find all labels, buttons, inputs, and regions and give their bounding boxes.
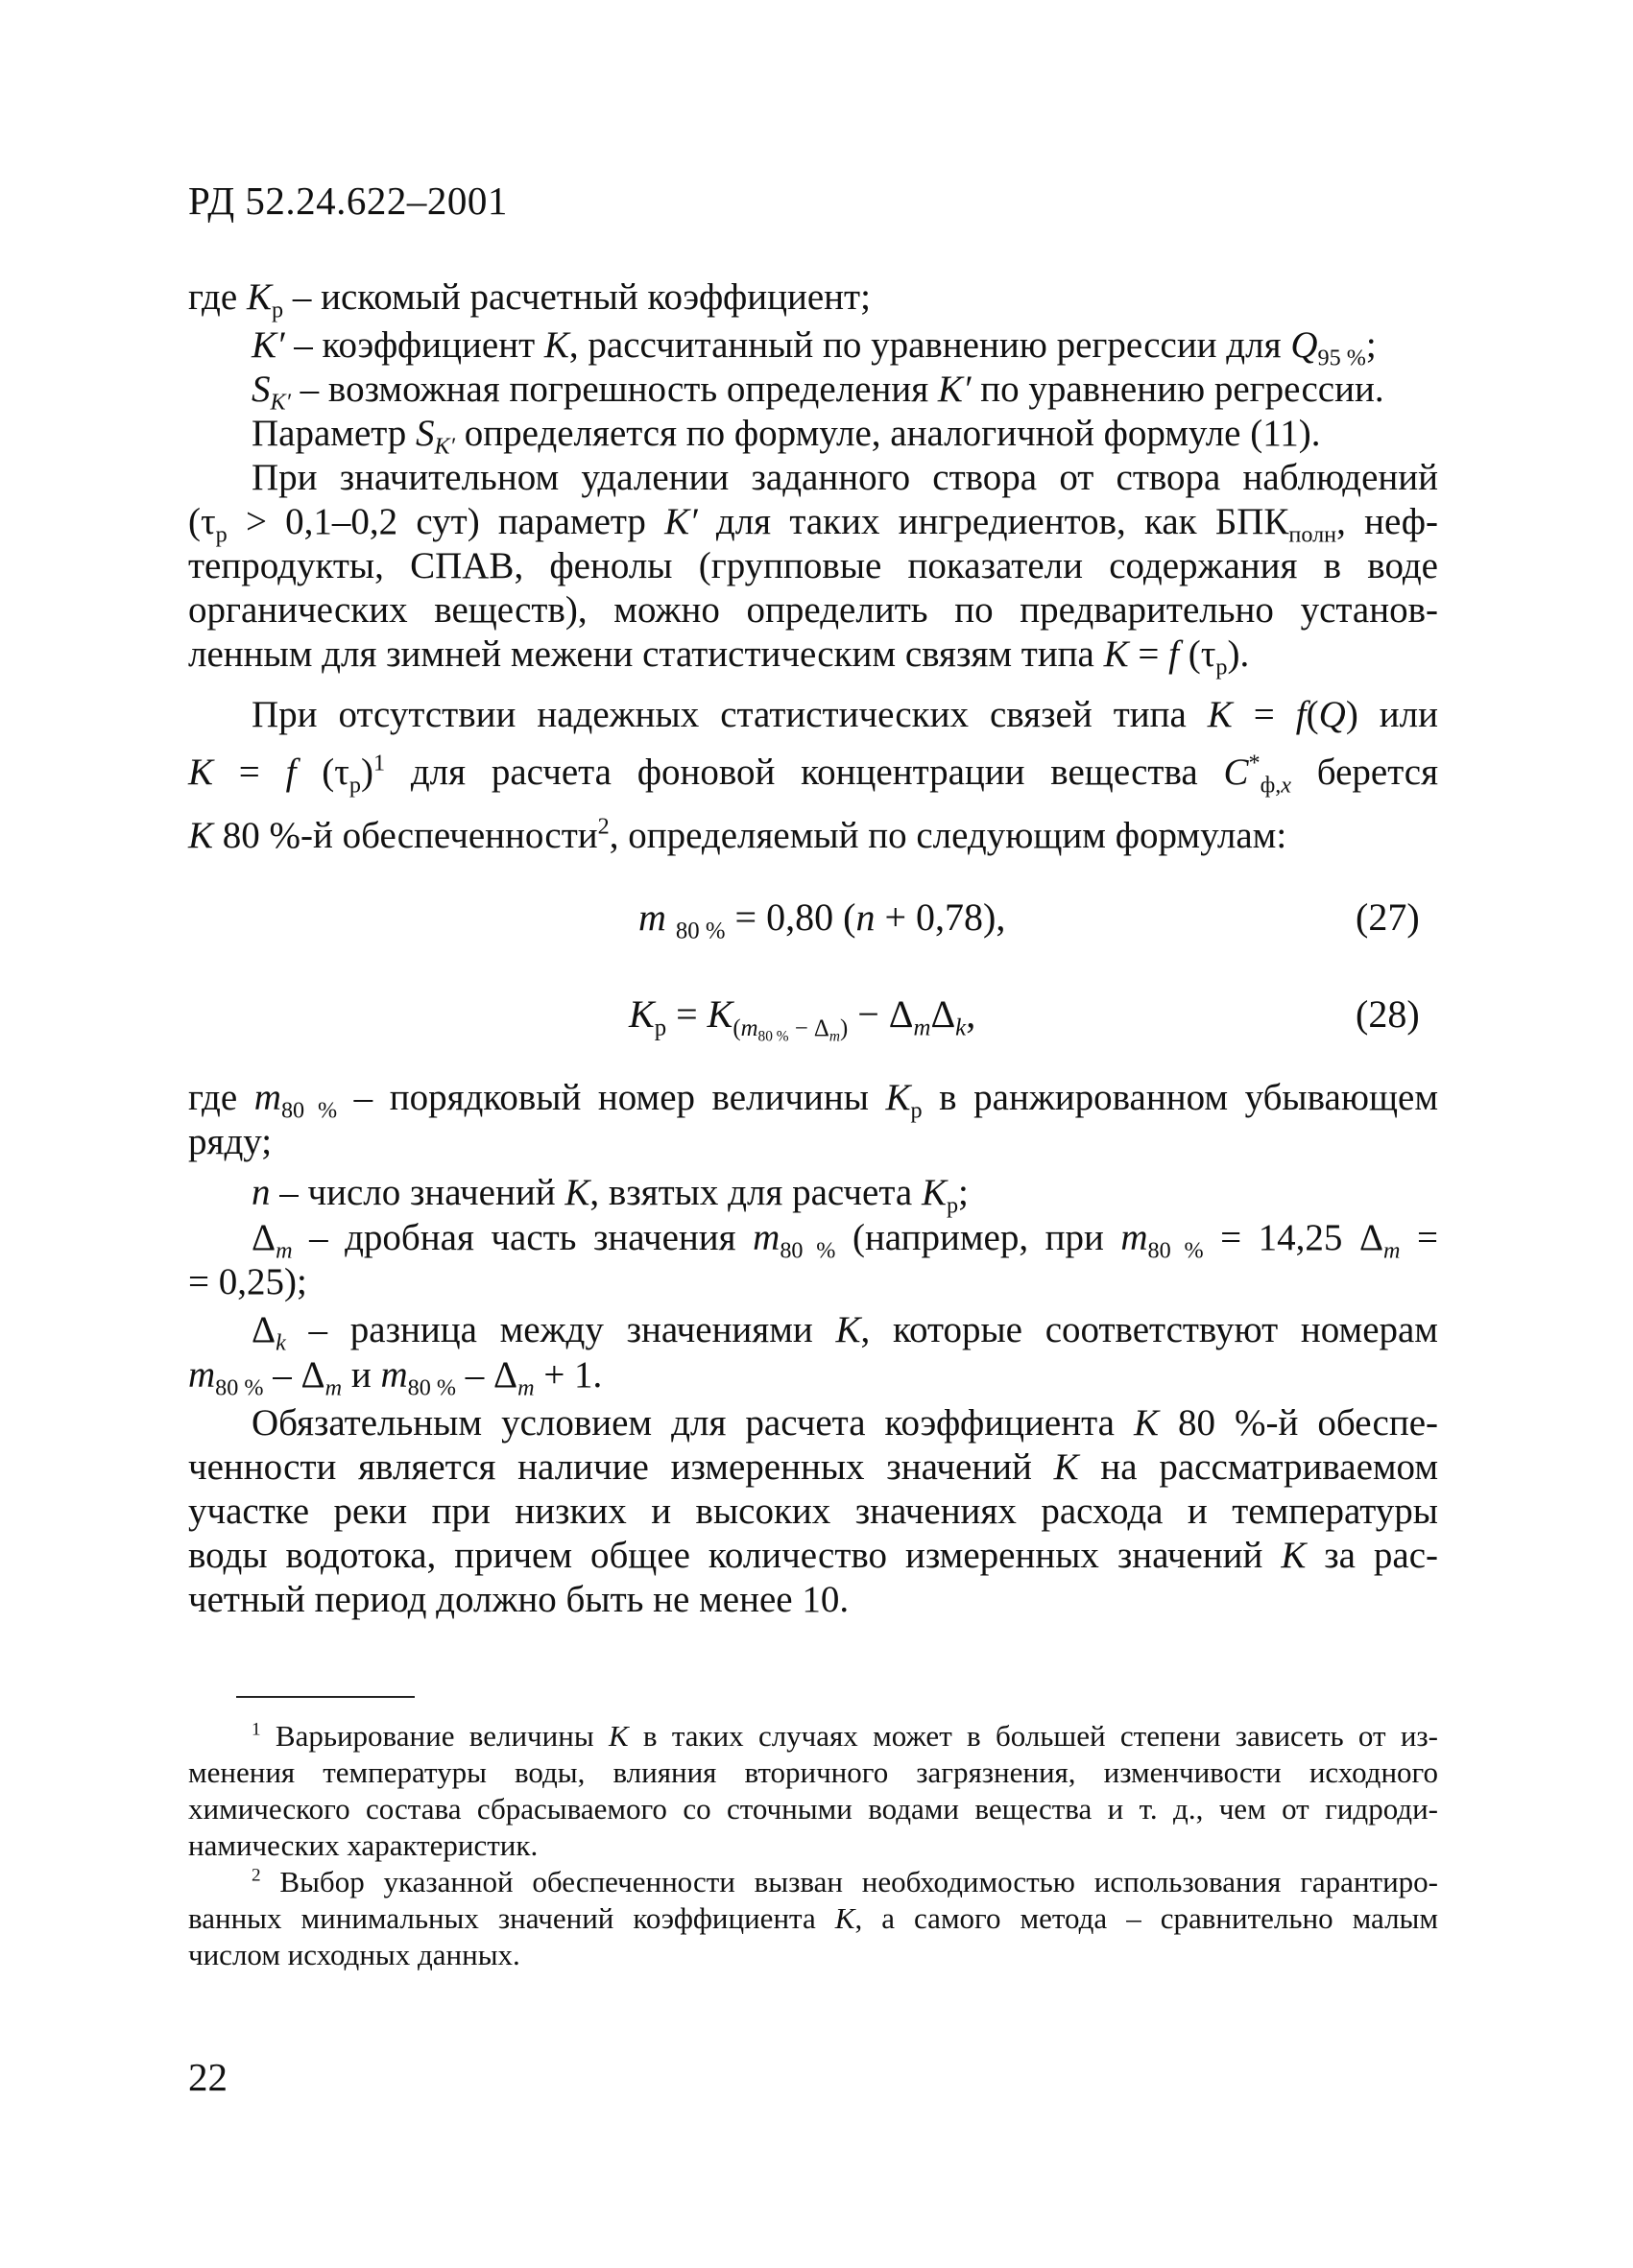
text-line: Параметр $S_{K'}$ определяется по формуле, аналогичной формуле (11).: [252, 413, 1321, 460]
text-line: При отсутствии надежных статистических связей типа K = f(Q) или: [252, 694, 1438, 735]
formula-27-label: (27): [1356, 895, 1420, 939]
text-line: $S_{K'}$ – возможная погрешность определения K′ по уравнению регрессии.: [252, 369, 1384, 416]
footnote-2-line: ванных минимальных значений коэффициента K, а самого метода – сравнительно малым: [188, 1901, 1438, 1935]
text-line: K′ – коэффициент K, рассчитанный по уравнению регрессии для $Q_{95 \%}$;: [252, 324, 1377, 371]
text-line: воды водотока, причем общее количество измеренных значений K за рас-: [188, 1535, 1438, 1576]
text-line: Обязательным условием для расчета коэффициента K 80 %-й обеспе-: [252, 1402, 1439, 1444]
text-line: $\Delta_k$ – разница между значениями K, которые соответствуют номерам: [252, 1309, 1438, 1356]
text-line: четный период должно быть не менее 10.: [188, 1579, 850, 1620]
text-line: участке реки при низких и высоких значениях расхода и температуры: [188, 1491, 1438, 1532]
footnote-1-line: химического состава сбрасываемого со сточными водами вещества и т. д., чем от гидроди-: [188, 1792, 1438, 1826]
formula-28: $K_р = K_{(m_{80 \%} - \Delta_m)} - \Delta_m\Delta_k$,: [629, 992, 976, 1045]
formula-28-label: (28): [1356, 992, 1420, 1036]
text-line: где $m_{80 \%}$ – порядковый номер величины $K_р$ в ранжированном убывающем: [188, 1077, 1438, 1124]
document-header: РД 52.24.622–2001: [188, 179, 508, 223]
page-number: 22: [188, 2055, 228, 2099]
text-line: где $K_р$ – искомый расчетный коэффициент;: [188, 276, 871, 323]
formula-27: m $_{80 \%}$ = 0,80 (n + 0,78),: [638, 895, 1006, 944]
text-line: $\Delta_m$ – дробная часть значения $m_{80 \%}$ (например, при $m_{80 \%} = 14,25$ $\Delta_m$ =: [252, 1217, 1439, 1264]
text-line: ряду;: [188, 1121, 273, 1162]
footnote-2-line: числом исходных данных.: [188, 1938, 520, 1971]
text-line: ченности является наличие измеренных значений K на рассматриваемом: [188, 1446, 1438, 1488]
footnote-separator: [236, 1696, 415, 1698]
footnote-1-line: менения температуры воды, влияния вторичного загрязнения, изменчивости исходного: [188, 1755, 1438, 1789]
text-line: = 0,25);: [188, 1261, 307, 1302]
text-line: $m_{80 \%} - \Delta_m$ и $m_{80 \%} - \Delta_m + 1$.: [188, 1354, 603, 1401]
text-line: K = f $(\tau_р)^1$ для расчета фоновой концентрации вещества $C^*_{ф,x}$ берется: [188, 750, 1439, 799]
text-line: n – число значений K, взятых для расчета $K_р$;: [252, 1172, 969, 1219]
text-line: ленным для зимней межени статистическим связям типа K = f $(\tau_р)$.: [188, 633, 1250, 680]
text-line: тепродукты, СПАВ, фенолы (групповые показатели содержания в воде: [188, 545, 1438, 586]
footnote-1-line: намических характеристик.: [188, 1828, 539, 1862]
text-line: органических веществ), можно определить по предварительно установ-: [188, 589, 1438, 631]
footnote-2: $^2$ Выбор указанной обеспеченности вызван необходимостью использования гарантиро-: [252, 1865, 1438, 1898]
text-line: При значительном удалении заданного створа от створа наблюдений: [252, 457, 1438, 498]
text-line: K 80 %-й обеспеченности$^2$, определяемый по следующим формулам:: [188, 813, 1287, 856]
text-line: ($\tau_р > 0,1-0,2$ сут) параметр K′ для таких ингредиентов, как $БПК_{полн}$, неф-: [188, 501, 1438, 548]
footnote-1: $^1$ Варьирование величины K в таких случаях может в большей степени зависеть от из-: [252, 1719, 1438, 1753]
